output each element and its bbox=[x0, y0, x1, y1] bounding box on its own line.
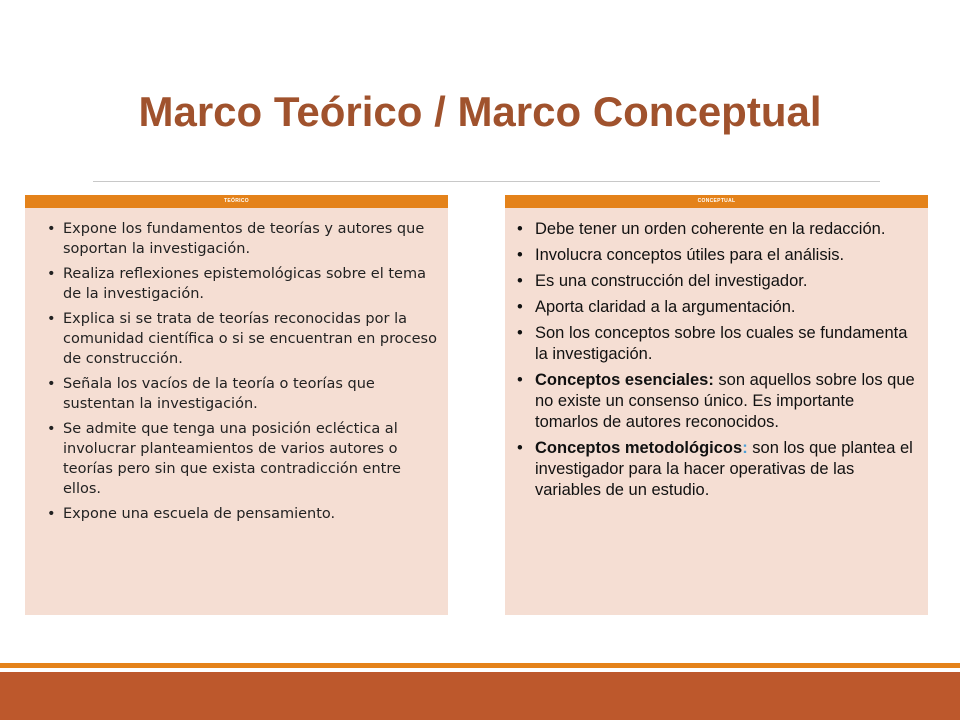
teorico-item-text: Expone los fundamentos de teorías y autores que soportan la investigación. bbox=[63, 221, 425, 257]
bullet-icon: • bbox=[517, 371, 523, 389]
teorico-item-text: Expone una escuela de pensamiento. bbox=[63, 506, 336, 522]
esenciales-text: son aquellos sobre los que no existe un consenso único. Es importante tomarlos de autores reconocidos. bbox=[535, 371, 915, 431]
title-divider bbox=[93, 181, 880, 182]
teorico-item bbox=[39, 219, 438, 259]
teorico-item-text: Señala los vacíos de la teoría o teorías que sustentan la investigación. bbox=[63, 376, 375, 412]
conceptual-item-text: Es una construcción del investigador. bbox=[535, 272, 808, 290]
teorico-item bbox=[39, 374, 438, 414]
bullet-icon: • bbox=[47, 506, 56, 522]
bullet-icon: • bbox=[517, 220, 523, 238]
metodologicos-colon: : bbox=[742, 439, 748, 457]
conceptual-item bbox=[515, 323, 916, 365]
conceptual-item bbox=[515, 245, 916, 266]
conceptual-item-text: Involucra conceptos útiles para el análisis. bbox=[535, 246, 845, 264]
esenciales-label: Conceptos esenciales: bbox=[535, 371, 714, 389]
bullet-icon: • bbox=[517, 272, 523, 290]
teorico-item bbox=[39, 264, 438, 304]
teorico-item-text: Explica si se trata de teorías reconocidas por la comunidad científica o si se encuentran en proceso de construcción. bbox=[63, 311, 437, 367]
teorico-item bbox=[39, 309, 438, 369]
conceptual-item-text: Debe tener un orden coherente en la redacción. bbox=[535, 220, 886, 238]
metodologicos-text: son los que plantea el investigador para la hacer operativas de las variables de un estudio. bbox=[535, 439, 913, 499]
bullet-icon: • bbox=[517, 246, 523, 264]
footer-band bbox=[0, 672, 960, 720]
teorico-item-text: Realiza reflexiones epistemológicas sobre el tema de la investigación. bbox=[63, 266, 426, 302]
conceptual-panel bbox=[505, 195, 928, 615]
conceptual-item-esenciales bbox=[515, 370, 916, 433]
bullet-icon: • bbox=[47, 266, 56, 282]
conceptual-item-metodologicos bbox=[515, 438, 916, 501]
bullet-icon: • bbox=[517, 439, 523, 457]
conceptual-item-text: Aporta claridad a la argumentación. bbox=[535, 298, 796, 316]
teorico-header: TEÓRICO bbox=[25, 195, 448, 208]
teorico-item-text: Se admite que tenga una posición ecléctica al involucrar planteamientos de varios autores o teorías pero sin que exista contradicción entre ellos. bbox=[63, 421, 401, 497]
conceptual-item bbox=[515, 271, 916, 292]
conceptual-item bbox=[515, 219, 916, 240]
teorico-list bbox=[25, 208, 448, 524]
metodologicos-label: Conceptos metodológicos bbox=[535, 439, 743, 457]
conceptual-list bbox=[505, 208, 928, 501]
conceptual-header: CONCEPTUAL bbox=[505, 195, 928, 208]
teorico-panel bbox=[25, 195, 448, 615]
conceptual-item bbox=[515, 297, 916, 318]
footer-accent-line bbox=[0, 663, 960, 668]
bullet-icon: • bbox=[47, 221, 56, 237]
teorico-item bbox=[39, 419, 438, 499]
bullet-icon: • bbox=[47, 421, 56, 437]
conceptual-item-text: Son los conceptos sobre los cuales se fundamenta la investigación. bbox=[535, 324, 908, 363]
bullet-icon: • bbox=[517, 298, 523, 316]
teorico-item bbox=[39, 504, 438, 524]
bullet-icon: • bbox=[517, 324, 523, 342]
bullet-icon: • bbox=[47, 376, 56, 392]
bullet-icon: • bbox=[47, 311, 56, 327]
slide-title: Marco Teórico / Marco Conceptual bbox=[138, 88, 822, 135]
